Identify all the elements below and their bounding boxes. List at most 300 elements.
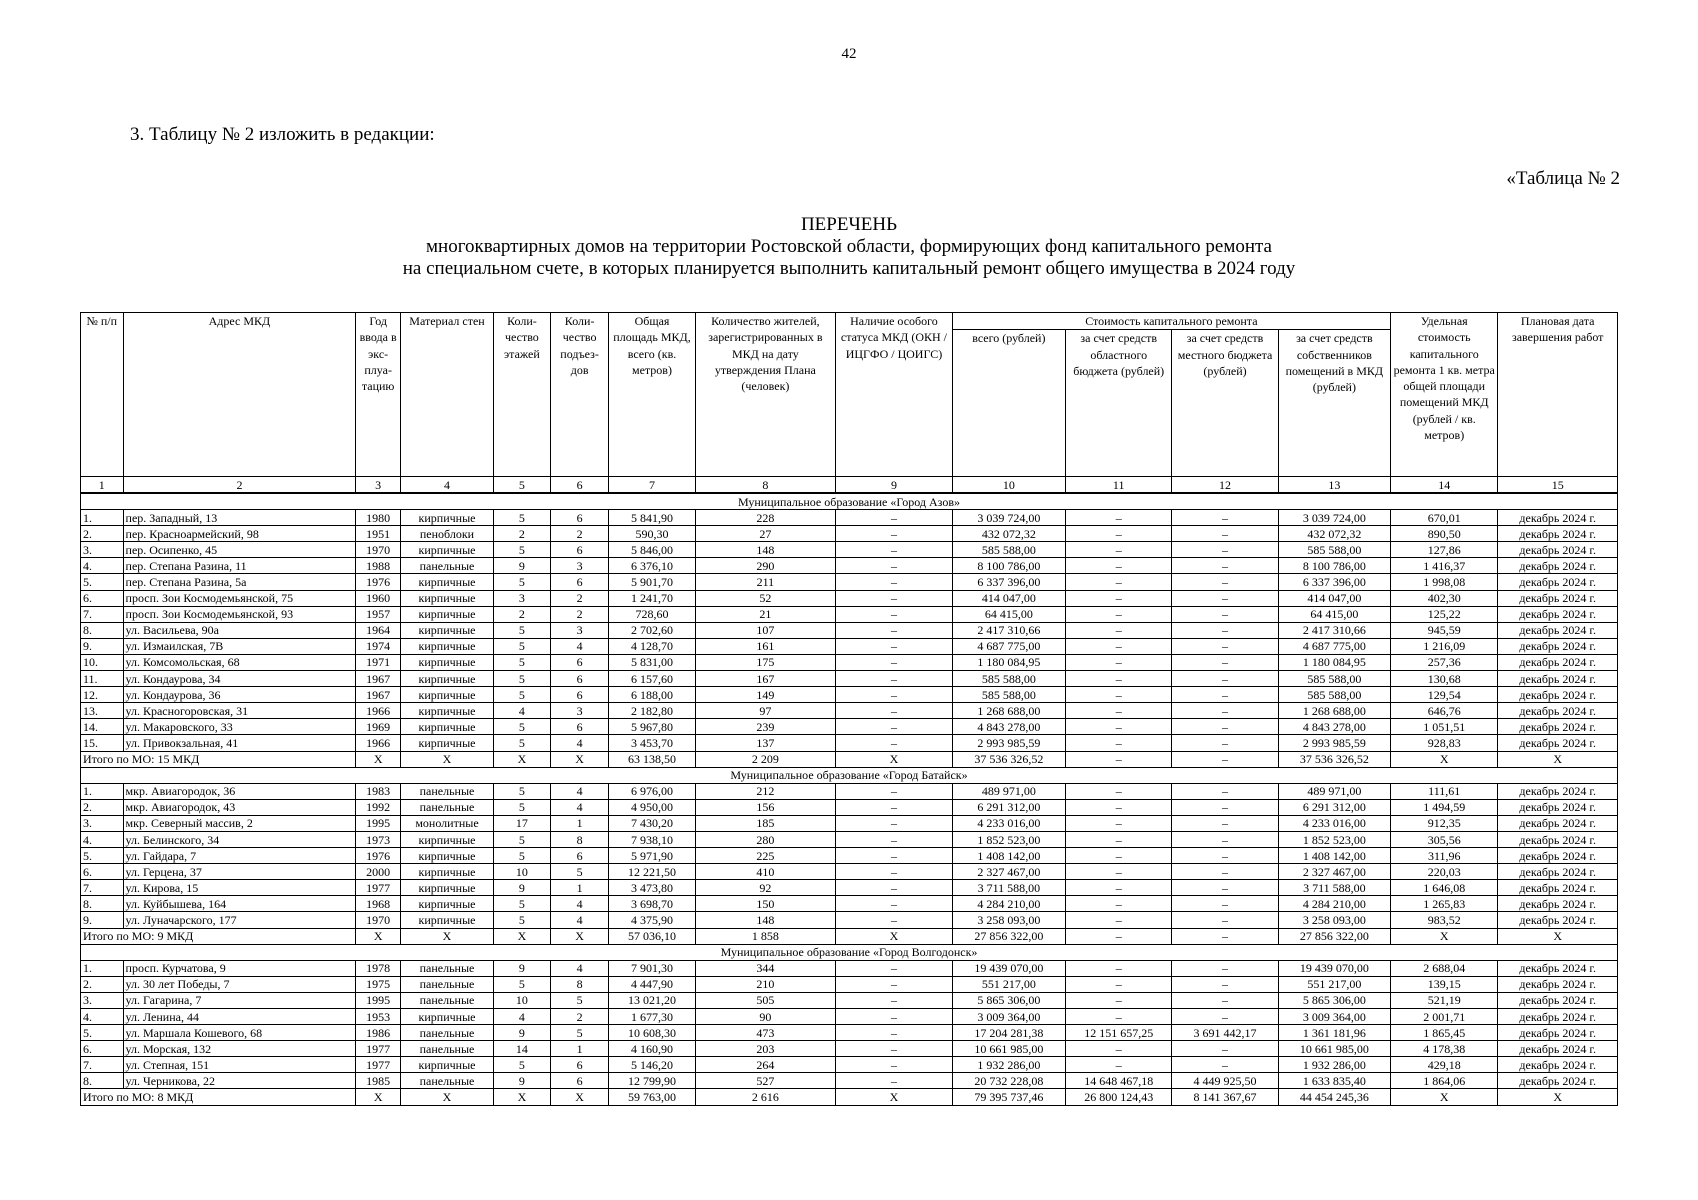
table-cell: 2.	[81, 526, 124, 542]
table-cell: 1 268 688,00	[1278, 703, 1390, 719]
table-cell: 4	[494, 703, 551, 719]
table-cell: 149	[695, 687, 836, 703]
table-cell: кирпичные	[400, 719, 493, 735]
table-cell: 7 430,20	[609, 815, 695, 831]
title-line-1: ПЕРЕЧЕНЬ	[800, 214, 898, 235]
total-cell: 44 454 245,36	[1278, 1089, 1390, 1105]
intro-text: 3. Таблицу № 2 изложить в редакции:	[130, 124, 435, 145]
table-cell: декабрь 2024 г.	[1498, 558, 1618, 574]
table-cell: ул. Ленина, 44	[123, 1009, 356, 1025]
table-cell: 12 221,50	[609, 864, 695, 880]
table-cell: 6	[550, 574, 609, 590]
table-cell: 64 415,00	[952, 606, 1065, 622]
table-cell: –	[1066, 622, 1172, 638]
header-status: Наличие особого статуса МКД (ОКН / ИЦГФО / ЦОИГС)	[836, 313, 952, 477]
table-cell: –	[836, 671, 952, 687]
table-cell: декабрь 2024 г.	[1498, 638, 1618, 654]
table-cell: 4 449 925,50	[1172, 1073, 1278, 1089]
column-number: 6	[550, 477, 609, 494]
table-cell: 5 901,70	[609, 574, 695, 590]
table-cell: 521,19	[1391, 992, 1498, 1008]
table-cell: 5	[494, 976, 551, 992]
header-unit-cost: Удельная стоимость капитального ремонта 1 кв. метра общей площади помещений МКД (рублей / кв. метров)	[1391, 313, 1498, 477]
table-cell: –	[1172, 1057, 1278, 1073]
table-cell: 3 453,70	[609, 735, 695, 751]
table-cell: 2	[550, 606, 609, 622]
table-cell: 5	[494, 783, 551, 799]
table-cell: кирпичные	[400, 896, 493, 912]
table-cell: 4	[550, 799, 609, 815]
table-cell: ул. Маршала Кошевого, 68	[123, 1025, 356, 1041]
table-cell: 1 180 084,95	[952, 654, 1065, 670]
table-cell: 5 971,90	[609, 848, 695, 864]
table-cell: 3 039 724,00	[1278, 510, 1390, 526]
column-number: 11	[1066, 477, 1172, 494]
table-cell: –	[836, 1009, 952, 1025]
table-cell: панельные	[400, 960, 493, 976]
header-cost-local: за счет средств местного бюджета (рублей)	[1172, 330, 1278, 477]
table-cell: 4 284 210,00	[952, 896, 1065, 912]
table-cell: 1964	[356, 622, 401, 638]
table-cell: 1.	[81, 783, 124, 799]
table-row	[81, 831, 1618, 847]
table-cell: кирпичные	[400, 735, 493, 751]
table-cell: 1992	[356, 799, 401, 815]
table-cell: панельные	[400, 558, 493, 574]
table-cell: 1 241,70	[609, 590, 695, 606]
table-cell: 670,01	[1391, 510, 1498, 526]
table-cell: декабрь 2024 г.	[1498, 992, 1618, 1008]
table-cell: 4.	[81, 831, 124, 847]
total-cell: X	[1391, 1089, 1498, 1105]
table-cell: 175	[695, 654, 836, 670]
table-cell: 19 439 070,00	[1278, 960, 1390, 976]
table-cell: –	[1172, 1009, 1278, 1025]
table-cell: 15.	[81, 735, 124, 751]
header-cost-total: всего (рублей)	[952, 330, 1065, 477]
total-label: Итого по МО: 8 МКД	[81, 1089, 356, 1105]
total-cell: 1 858	[695, 928, 836, 944]
table-cell: декабрь 2024 г.	[1498, 1057, 1618, 1073]
table-cell: монолитные	[400, 815, 493, 831]
table-cell: –	[836, 1041, 952, 1057]
table-cell: кирпичные	[400, 912, 493, 928]
table-cell: 402,30	[1391, 590, 1498, 606]
column-number: 8	[695, 477, 836, 494]
table-cell: 139,15	[1391, 976, 1498, 992]
table-cell: 4	[550, 960, 609, 976]
total-cell: X	[494, 1089, 551, 1105]
table-row	[81, 687, 1618, 703]
table-cell: 212	[695, 783, 836, 799]
table-cell: 3 009 364,00	[1278, 1009, 1390, 1025]
table-row	[81, 638, 1618, 654]
table-cell: 64 415,00	[1278, 606, 1390, 622]
table-cell: 125,22	[1391, 606, 1498, 622]
table-cell: 5.	[81, 1025, 124, 1041]
header-cost-owners: за счет средств собственников помещений в МКД (рублей)	[1278, 330, 1390, 477]
table-cell: –	[1066, 542, 1172, 558]
table-cell: 4 233 016,00	[952, 815, 1065, 831]
table-cell: 646,76	[1391, 703, 1498, 719]
table-cell: 3	[550, 703, 609, 719]
table-cell: 5 865 306,00	[952, 992, 1065, 1008]
table-cell: 4 447,90	[609, 976, 695, 992]
table-cell: 6	[550, 719, 609, 735]
table-cell: 5	[494, 1057, 551, 1073]
table-cell: 5.	[81, 848, 124, 864]
table-cell: –	[836, 815, 952, 831]
table-cell: 1985	[356, 1073, 401, 1089]
table-cell: 156	[695, 799, 836, 815]
table-cell: 6 376,10	[609, 558, 695, 574]
table-cell: 4	[550, 896, 609, 912]
table-cell: 489 971,00	[952, 783, 1065, 799]
table-cell: 6.	[81, 864, 124, 880]
table-cell: 2 182,80	[609, 703, 695, 719]
table-cell: декабрь 2024 г.	[1498, 1041, 1618, 1057]
table-row	[81, 654, 1618, 670]
table-cell: декабрь 2024 г.	[1498, 526, 1618, 542]
table-cell: 1976	[356, 848, 401, 864]
table-row	[81, 1009, 1618, 1025]
table-cell: 6	[550, 542, 609, 558]
table-cell: 3	[494, 590, 551, 606]
table-cell: 97	[695, 703, 836, 719]
table-cell: кирпичные	[400, 848, 493, 864]
table-cell: 1974	[356, 638, 401, 654]
column-number: 1	[81, 477, 124, 494]
table-cell: 1966	[356, 735, 401, 751]
table-cell: декабрь 2024 г.	[1498, 735, 1618, 751]
column-number: 5	[494, 477, 551, 494]
table-cell: 890,50	[1391, 526, 1498, 542]
section-row	[81, 493, 1618, 510]
table-cell: 8	[550, 831, 609, 847]
table-cell: декабрь 2024 г.	[1498, 831, 1618, 847]
table-cell: ул. Гайдара, 7	[123, 848, 356, 864]
table-row	[81, 799, 1618, 815]
table-cell: кирпичные	[400, 1057, 493, 1073]
table-cell: 945,59	[1391, 622, 1498, 638]
table-cell: 1 416,37	[1391, 558, 1498, 574]
table-cell: декабрь 2024 г.	[1498, 799, 1618, 815]
title-line-3: на специальном счете, в которых планируется выполнить капитальный ремонт общего имущества в 2024 году	[402, 258, 1296, 279]
table-cell: –	[1066, 654, 1172, 670]
table-cell: 4 843 278,00	[1278, 719, 1390, 735]
table-cell: 5 841,90	[609, 510, 695, 526]
table-cell: кирпичные	[400, 606, 493, 622]
table-cell: –	[1172, 831, 1278, 847]
table-row	[81, 606, 1618, 622]
table-cell: 1969	[356, 719, 401, 735]
table-cell: 1988	[356, 558, 401, 574]
total-cell: 27 856 322,00	[952, 928, 1065, 944]
table-header	[81, 313, 1618, 477]
table-cell: –	[836, 719, 952, 735]
table-cell: –	[1066, 815, 1172, 831]
table-cell: 5	[494, 719, 551, 735]
table-cell: 912,35	[1391, 815, 1498, 831]
column-number: 3	[356, 477, 401, 494]
table-cell: –	[1066, 960, 1172, 976]
table-cell: –	[1172, 719, 1278, 735]
table-row	[81, 526, 1618, 542]
table-cell: кирпичные	[400, 622, 493, 638]
table-cell: 1953	[356, 1009, 401, 1025]
table-cell: 7 938,10	[609, 831, 695, 847]
header-residents: Количество жителей, зарегистрированных в МКД на дату утверждения Плана (человек)	[695, 313, 836, 477]
table-cell: 17 204 281,38	[952, 1025, 1065, 1041]
table-cell: 6	[550, 1073, 609, 1089]
table-cell: –	[1172, 671, 1278, 687]
total-cell: 63 138,50	[609, 751, 695, 767]
table-cell: –	[1172, 976, 1278, 992]
table-cell: 5	[494, 735, 551, 751]
table-cell: 585 588,00	[1278, 542, 1390, 558]
table-cell: 6 291 312,00	[952, 799, 1065, 815]
table-cell: ул. Черникова, 22	[123, 1073, 356, 1089]
table-cell: 10 661 985,00	[952, 1041, 1065, 1057]
total-cell: X	[494, 928, 551, 944]
table-cell: 2 001,71	[1391, 1009, 1498, 1025]
table-cell: –	[1066, 671, 1172, 687]
table-cell: пер. Красноармейский, 98	[123, 526, 356, 542]
table-cell: 7 901,30	[609, 960, 695, 976]
total-cell: X	[356, 1089, 401, 1105]
table-cell: –	[1066, 687, 1172, 703]
table-cell: 148	[695, 542, 836, 558]
table-cell: 90	[695, 1009, 836, 1025]
table-cell: 8 100 786,00	[952, 558, 1065, 574]
table-cell: 2 993 985,59	[1278, 735, 1390, 751]
table-cell: 8 100 786,00	[1278, 558, 1390, 574]
table-cell: ул. Комсомольская, 68	[123, 654, 356, 670]
table-cell: 5 831,00	[609, 654, 695, 670]
table-cell: –	[1066, 703, 1172, 719]
table-cell: 6	[550, 671, 609, 687]
table-cell: 9	[494, 558, 551, 574]
table-cell: –	[1172, 799, 1278, 815]
table-cell: 228	[695, 510, 836, 526]
table-cell: кирпичные	[400, 703, 493, 719]
table-cell: 3 039 724,00	[952, 510, 1065, 526]
table-row	[81, 912, 1618, 928]
total-label: Итого по МО: 9 МКД	[81, 928, 356, 944]
table-cell: ул. Гагарина, 7	[123, 992, 356, 1008]
header-area: Общая площадь МКД, всего (кв. метров)	[609, 313, 695, 477]
table-cell: панельные	[400, 1025, 493, 1041]
table-cell: 5	[494, 510, 551, 526]
table-cell: 1 852 523,00	[1278, 831, 1390, 847]
table-cell: 1	[550, 815, 609, 831]
table-cell: 1 633 835,40	[1278, 1073, 1390, 1089]
header-cost-regional: за счет средств областного бюджета (рублей)	[1066, 330, 1172, 477]
table-cell: декабрь 2024 г.	[1498, 590, 1618, 606]
table-cell: 1983	[356, 783, 401, 799]
total-cell: X	[836, 751, 952, 767]
table-cell: –	[836, 1025, 952, 1041]
table-cell: ул. Кондаурова, 34	[123, 671, 356, 687]
table-cell: 203	[695, 1041, 836, 1057]
table-cell: –	[1066, 799, 1172, 815]
table-cell: кирпичные	[400, 542, 493, 558]
table-cell: –	[836, 606, 952, 622]
table-cell: –	[1172, 654, 1278, 670]
table-cell: мкр. Авиагородок, 36	[123, 783, 356, 799]
table-cell: 4	[550, 783, 609, 799]
table-cell: 7.	[81, 606, 124, 622]
table-cell: кирпичные	[400, 590, 493, 606]
table-cell: 8.	[81, 1073, 124, 1089]
table-cell: панельные	[400, 783, 493, 799]
table-cell: 167	[695, 671, 836, 687]
table-cell: пер. Осипенко, 45	[123, 542, 356, 558]
table-cell: –	[836, 735, 952, 751]
table-cell: –	[836, 703, 952, 719]
table-cell: 257,36	[1391, 654, 1498, 670]
table-cell: 432 072,32	[952, 526, 1065, 542]
column-number: 9	[836, 477, 952, 494]
table-cell: 10.	[81, 654, 124, 670]
table-cell: 52	[695, 590, 836, 606]
table-cell: 9	[494, 960, 551, 976]
table-cell: 4	[550, 638, 609, 654]
table-cell: –	[1172, 638, 1278, 654]
table-cell: –	[836, 510, 952, 526]
table-cell: декабрь 2024 г.	[1498, 1073, 1618, 1089]
table-cell: –	[1172, 880, 1278, 896]
table-cell: 5	[494, 574, 551, 590]
table-cell: 5	[550, 992, 609, 1008]
table-cell: 1 677,30	[609, 1009, 695, 1025]
table-cell: кирпичные	[400, 638, 493, 654]
table-row	[81, 815, 1618, 831]
table-cell: –	[1172, 574, 1278, 590]
table-cell: –	[1066, 606, 1172, 622]
section-row	[81, 767, 1618, 783]
table-cell: –	[836, 1057, 952, 1073]
mkd-table	[80, 312, 1618, 1106]
total-cell: X	[1498, 1089, 1618, 1105]
table-cell: кирпичные	[400, 880, 493, 896]
total-cell: X	[1498, 751, 1618, 767]
table-cell: 928,83	[1391, 735, 1498, 751]
table-cell: –	[1172, 510, 1278, 526]
table-cell: 5	[494, 622, 551, 638]
total-cell: 59 763,00	[609, 1089, 695, 1105]
table-cell: –	[836, 864, 952, 880]
table-cell: 6 188,00	[609, 687, 695, 703]
table-cell: 505	[695, 992, 836, 1008]
table-cell: 473	[695, 1025, 836, 1041]
table-cell: 1960	[356, 590, 401, 606]
total-cell: X	[1391, 751, 1498, 767]
table-cell: –	[1066, 510, 1172, 526]
table-cell: 1973	[356, 831, 401, 847]
table-cell: –	[836, 638, 952, 654]
table-cell: 1977	[356, 880, 401, 896]
table-cell: 3 473,80	[609, 880, 695, 896]
page-number: 42	[841, 46, 857, 62]
table-cell: 2	[550, 1009, 609, 1025]
table-cell: 551 217,00	[1278, 976, 1390, 992]
table-cell: 3	[550, 558, 609, 574]
table-row	[81, 703, 1618, 719]
column-number: 15	[1498, 477, 1618, 494]
table-cell: 4 687 775,00	[1278, 638, 1390, 654]
column-number: 12	[1172, 477, 1278, 494]
table-cell: –	[1066, 976, 1172, 992]
table-cell: 5	[550, 1025, 609, 1041]
table-cell: 6 337 396,00	[952, 574, 1065, 590]
table-row	[81, 590, 1618, 606]
table-cell: просп. Зои Космодемьянской, 75	[123, 590, 356, 606]
table-cell: 1951	[356, 526, 401, 542]
table-cell: 211	[695, 574, 836, 590]
table-cell: –	[1066, 848, 1172, 864]
table-cell: декабрь 2024 г.	[1498, 542, 1618, 558]
table-cell: 3 258 093,00	[1278, 912, 1390, 928]
table-cell: кирпичные	[400, 864, 493, 880]
table-row	[81, 558, 1618, 574]
table-cell: ул. Герцена, 37	[123, 864, 356, 880]
header-num: № п/п	[81, 313, 124, 477]
table-row	[81, 976, 1618, 992]
table-cell: 12 799,90	[609, 1073, 695, 1089]
table-cell: 2	[550, 526, 609, 542]
table-cell: 527	[695, 1073, 836, 1089]
table-cell: 111,61	[1391, 783, 1498, 799]
table-cell: 3 711 588,00	[1278, 880, 1390, 896]
table-cell: 7.	[81, 880, 124, 896]
table-cell: 6	[550, 510, 609, 526]
column-numbers-row	[81, 477, 1618, 494]
table-cell: 2.	[81, 799, 124, 815]
table-row	[81, 1025, 1618, 1041]
table-row	[81, 719, 1618, 735]
table-row	[81, 735, 1618, 751]
total-cell: 79 395 737,46	[952, 1089, 1065, 1105]
table-cell: 127,86	[1391, 542, 1498, 558]
table-cell: 10	[494, 864, 551, 880]
total-cell: 2 616	[695, 1089, 836, 1105]
table-cell: 3 711 588,00	[952, 880, 1065, 896]
section-row	[81, 944, 1618, 960]
table-cell: 489 971,00	[1278, 783, 1390, 799]
table-cell: 2	[494, 526, 551, 542]
table-cell: панельные	[400, 799, 493, 815]
table-cell: 311,96	[1391, 848, 1498, 864]
table-cell: 5	[494, 831, 551, 847]
header-entrances: Коли-чество подъез-дов	[550, 313, 609, 477]
header-end-date: Плановая дата завершения работ	[1498, 313, 1618, 477]
header-material: Материал стен	[400, 313, 493, 477]
table-cell: –	[836, 1073, 952, 1089]
table-cell: –	[1066, 574, 1172, 590]
total-cell: –	[1066, 751, 1172, 767]
table-cell: ул. Кирова, 15	[123, 880, 356, 896]
table-cell: 9	[494, 1025, 551, 1041]
table-cell: 4 233 016,00	[1278, 815, 1390, 831]
table-cell: 264	[695, 1057, 836, 1073]
table-cell: –	[836, 831, 952, 847]
table-cell: –	[836, 896, 952, 912]
table-cell: 2 327 467,00	[952, 864, 1065, 880]
table-cell: –	[836, 799, 952, 815]
table-cell: ул. Степная, 151	[123, 1057, 356, 1073]
table-cell: 8.	[81, 622, 124, 638]
